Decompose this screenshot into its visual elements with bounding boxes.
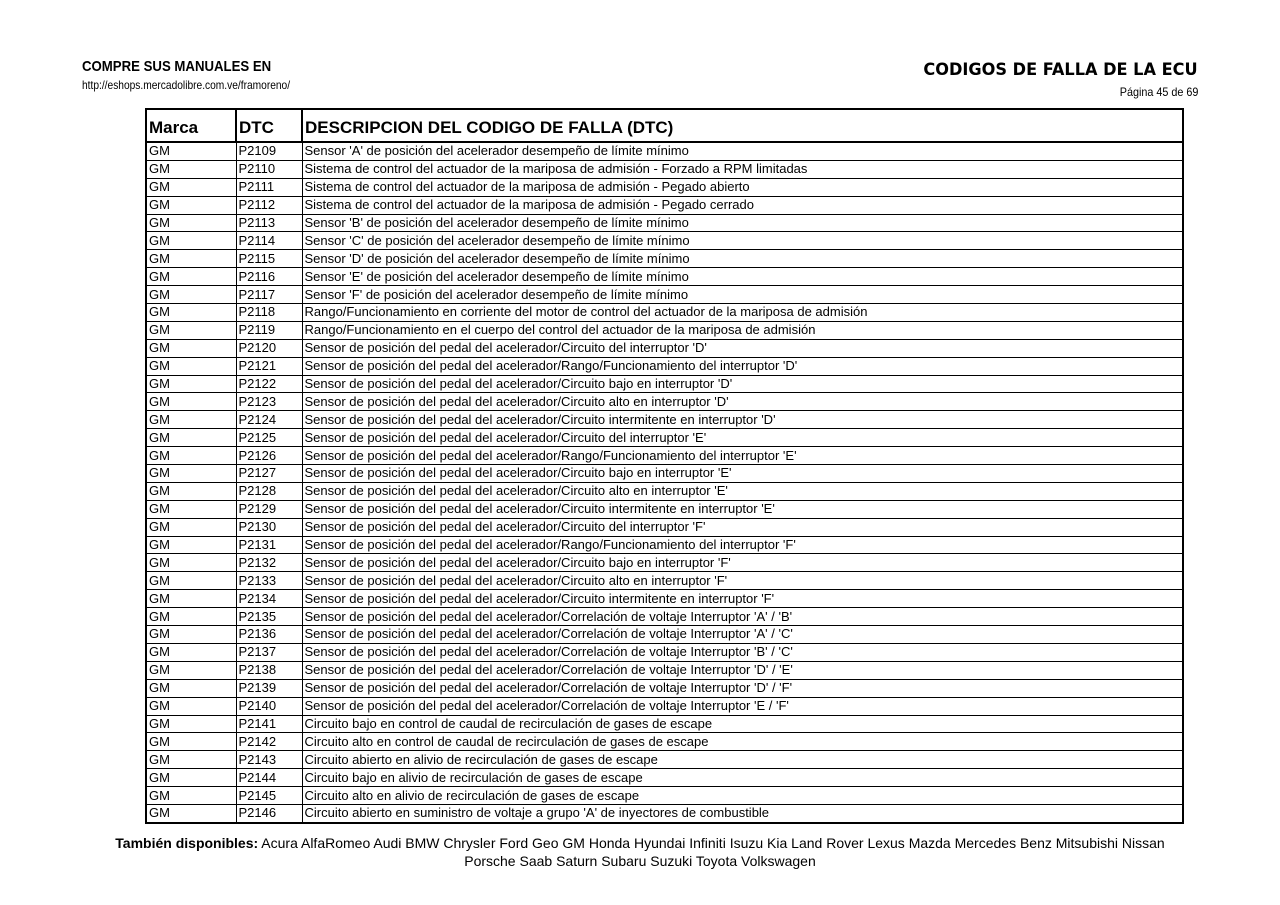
- dtc-cell: P2115: [236, 250, 302, 268]
- page-number: Página 45 de 69: [1119, 85, 1198, 99]
- table-row: [146, 751, 1183, 769]
- marca-cell: GM: [146, 268, 236, 286]
- table-row: [146, 661, 1183, 679]
- description-cell: Circuito alto en alivio de recirculación de gases de escape: [302, 787, 1183, 805]
- description-cell: Sistema de control del actuador de la mariposa de admisión - Pegado cerrado: [302, 196, 1183, 214]
- table-header: [146, 109, 1183, 142]
- table-row: [146, 626, 1183, 644]
- marca-cell: GM: [146, 751, 236, 769]
- description-cell: Sensor de posición del pedal del acelerador/Rango/Funcionamiento del interruptor 'E': [302, 447, 1183, 465]
- dtc-cell: P2142: [236, 733, 302, 751]
- marca-cell: GM: [146, 608, 236, 626]
- table-row: [146, 500, 1183, 518]
- description-cell: Sensor 'D' de posición del acelerador desempeño de límite mínimo: [302, 250, 1183, 268]
- marca-cell: GM: [146, 536, 236, 554]
- table-row: [146, 679, 1183, 697]
- description-cell: Sensor de posición del pedal del acelerador/Correlación de voltaje Interruptor 'B' / 'C': [302, 643, 1183, 661]
- marca-cell: GM: [146, 304, 236, 322]
- dtc-cell: P2138: [236, 661, 302, 679]
- table-row: [146, 268, 1183, 286]
- dtc-cell: P2141: [236, 715, 302, 733]
- dtc-cell: P2145: [236, 787, 302, 805]
- dtc-cell: P2119: [236, 321, 302, 339]
- description-cell: Sensor 'E' de posición del acelerador desempeño de límite mínimo: [302, 268, 1183, 286]
- dtc-cell: P2124: [236, 411, 302, 429]
- table-row: [146, 393, 1183, 411]
- marca-cell: GM: [146, 214, 236, 232]
- table-row: [146, 465, 1183, 483]
- marca-cell: GM: [146, 804, 236, 822]
- dtc-cell: P2118: [236, 304, 302, 322]
- marca-cell: GM: [146, 626, 236, 644]
- description-cell: Sensor de posición del pedal del acelerador/Circuito alto en interruptor 'E': [302, 482, 1183, 500]
- table-row: [146, 554, 1183, 572]
- table-row: [146, 160, 1183, 178]
- table-row: [146, 590, 1183, 608]
- table-row: [146, 482, 1183, 500]
- document-title: CODIGOS DE FALLA DE LA ECU: [923, 60, 1198, 80]
- marca-cell: GM: [146, 715, 236, 733]
- dtc-cell: P2116: [236, 268, 302, 286]
- description-cell: Circuito abierto en alivio de recirculación de gases de escape: [302, 751, 1183, 769]
- description-cell: Sensor 'A' de posición del acelerador desempeño de límite mínimo: [302, 142, 1183, 160]
- description-cell: Sensor 'F' de posición del acelerador desempeño de límite mínimo: [302, 286, 1183, 304]
- description-cell: Sensor de posición del pedal del acelerador/Circuito intermitente en interruptor 'D': [302, 411, 1183, 429]
- description-cell: Sensor de posición del pedal del acelerador/Circuito alto en interruptor 'D': [302, 393, 1183, 411]
- description-cell: Sensor de posición del pedal del acelerador/Correlación de voltaje Interruptor 'A' / 'C': [302, 626, 1183, 644]
- table-row: [146, 196, 1183, 214]
- table-row: [146, 357, 1183, 375]
- marca-cell: GM: [146, 447, 236, 465]
- description-cell: Sensor de posición del pedal del acelerador/Correlación de voltaje Interruptor 'A' / 'B': [302, 608, 1183, 626]
- marca-cell: GM: [146, 554, 236, 572]
- dtc-cell: P2114: [236, 232, 302, 250]
- marca-cell: GM: [146, 465, 236, 483]
- description-cell: Sensor de posición del pedal del acelerador/Circuito bajo en interruptor 'E': [302, 465, 1183, 483]
- marca-cell: GM: [146, 661, 236, 679]
- dtc-cell: P2121: [236, 357, 302, 375]
- table-row: [146, 536, 1183, 554]
- marca-cell: GM: [146, 196, 236, 214]
- description-cell: Circuito bajo en control de caudal de recirculación de gases de escape: [302, 715, 1183, 733]
- dtc-cell: P2109: [236, 142, 302, 160]
- col-marca: Marca: [146, 109, 236, 142]
- marca-cell: GM: [146, 482, 236, 500]
- table-row: [146, 715, 1183, 733]
- description-cell: Sensor de posición del pedal del acelerador/Correlación de voltaje Interruptor 'E / 'F': [302, 697, 1183, 715]
- dtc-cell: P2135: [236, 608, 302, 626]
- dtc-cell: P2125: [236, 429, 302, 447]
- description-cell: Circuito alto en control de caudal de recirculación de gases de escape: [302, 733, 1183, 751]
- dtc-cell: P2120: [236, 339, 302, 357]
- dtc-cell: P2143: [236, 751, 302, 769]
- description-cell: Sensor de posición del pedal del acelerador/Rango/Funcionamiento del interruptor 'F': [302, 536, 1183, 554]
- marca-cell: GM: [146, 178, 236, 196]
- table-row: [146, 447, 1183, 465]
- dtc-cell: P2144: [236, 769, 302, 787]
- table-row: [146, 429, 1183, 447]
- description-cell: Sensor de posición del pedal del acelerador/Circuito intermitente en interruptor 'E': [302, 500, 1183, 518]
- dtc-cell: P2123: [236, 393, 302, 411]
- dtc-cell: P2139: [236, 679, 302, 697]
- description-cell: Sensor de posición del pedal del acelerador/Correlación de voltaje Interruptor 'D' / 'E': [302, 661, 1183, 679]
- description-cell: Sensor de posición del pedal del acelerador/Circuito del interruptor 'D': [302, 339, 1183, 357]
- description-cell: Sensor de posición del pedal del acelerador/Circuito intermitente en interruptor 'F': [302, 590, 1183, 608]
- description-cell: Sensor 'C' de posición del acelerador desempeño de límite mínimo: [302, 232, 1183, 250]
- dtc-cell: P2130: [236, 518, 302, 536]
- description-cell: Sensor de posición del pedal del acelerador/Circuito del interruptor 'E': [302, 429, 1183, 447]
- marca-cell: GM: [146, 429, 236, 447]
- marca-cell: GM: [146, 339, 236, 357]
- description-cell: Circuito bajo en alivio de recirculación de gases de escape: [302, 769, 1183, 787]
- footer-brands-2: Porsche Saab Saturn Subaru Suzuki Toyota Volkswagen: [464, 853, 816, 869]
- table-row: [146, 250, 1183, 268]
- marca-cell: GM: [146, 286, 236, 304]
- marca-cell: GM: [146, 375, 236, 393]
- description-cell: Sensor de posición del pedal del acelerador/Circuito del interruptor 'F': [302, 518, 1183, 536]
- footer-line-1: [0, 835, 1280, 851]
- col-dtc: DTC: [236, 109, 302, 142]
- table-row: [146, 697, 1183, 715]
- table-row: [146, 518, 1183, 536]
- dtc-cell: P2110: [236, 160, 302, 178]
- marca-cell: GM: [146, 500, 236, 518]
- dtc-table: [145, 108, 1184, 824]
- col-descripcion: DESCRIPCION DEL CODIGO DE FALLA (DTC): [302, 109, 1183, 142]
- marca-cell: GM: [146, 411, 236, 429]
- table-row: [146, 787, 1183, 805]
- dtc-cell: P2134: [236, 590, 302, 608]
- description-cell: Sistema de control del actuador de la mariposa de admisión - Forzado a RPM limitadas: [302, 160, 1183, 178]
- dtc-cell: P2112: [236, 196, 302, 214]
- dtc-cell: P2140: [236, 697, 302, 715]
- marca-cell: GM: [146, 733, 236, 751]
- table-row: [146, 304, 1183, 322]
- marca-cell: GM: [146, 393, 236, 411]
- marca-cell: GM: [146, 321, 236, 339]
- marca-cell: GM: [146, 697, 236, 715]
- marca-cell: GM: [146, 572, 236, 590]
- table-row: [146, 643, 1183, 661]
- dtc-cell: P2113: [236, 214, 302, 232]
- description-cell: Circuito abierto en suministro de voltaje a grupo 'A' de inyectores de combustible: [302, 804, 1183, 822]
- marca-cell: GM: [146, 160, 236, 178]
- table-row: [146, 286, 1183, 304]
- table-row: [146, 733, 1183, 751]
- description-cell: Rango/Funcionamiento en corriente del motor de control del actuador de la mariposa de admisión: [302, 304, 1183, 322]
- promo-title: COMPRE SUS MANUALES EN: [82, 58, 272, 75]
- dtc-cell: P2126: [236, 447, 302, 465]
- marca-cell: GM: [146, 357, 236, 375]
- marca-cell: GM: [146, 518, 236, 536]
- dtc-cell: P2131: [236, 536, 302, 554]
- description-cell: Sistema de control del actuador de la mariposa de admisión - Pegado abierto: [302, 178, 1183, 196]
- table-row: [146, 232, 1183, 250]
- store-url[interactable]: http://eshops.mercadolibre.com.ve/framoreno/: [82, 78, 291, 92]
- footer-label: También disponibles:: [115, 835, 259, 851]
- table-row: [146, 142, 1183, 160]
- marca-cell: GM: [146, 643, 236, 661]
- marca-cell: GM: [146, 590, 236, 608]
- marca-cell: GM: [146, 679, 236, 697]
- dtc-cell: P2129: [236, 500, 302, 518]
- table-row: [146, 804, 1183, 822]
- table-row: [146, 339, 1183, 357]
- description-cell: Sensor de posición del pedal del acelerador/Circuito bajo en interruptor 'F': [302, 554, 1183, 572]
- table-row: [146, 321, 1183, 339]
- dtc-cell: P2133: [236, 572, 302, 590]
- description-cell: Sensor de posición del pedal del acelerador/Correlación de voltaje Interruptor 'D' / 'F': [302, 679, 1183, 697]
- description-cell: Sensor de posición del pedal del acelerador/Circuito bajo en interruptor 'D': [302, 375, 1183, 393]
- dtc-cell: P2111: [236, 178, 302, 196]
- dtc-cell: P2146: [236, 804, 302, 822]
- description-cell: Sensor 'B' de posición del acelerador desempeño de límite mínimo: [302, 214, 1183, 232]
- table-row: [146, 769, 1183, 787]
- description-cell: Rango/Funcionamiento en el cuerpo del control del actuador de la mariposa de admisión: [302, 321, 1183, 339]
- table-row: [146, 411, 1183, 429]
- footer-brands-1: Acura AlfaRomeo Audi BMW Chrysler Ford Geo GM Honda Hyundai Infiniti Isuzu Kia Land Rover Lexus Mazda Mercedes Benz Mitsubishi Nissan: [258, 835, 1165, 851]
- description-cell: Sensor de posición del pedal del acelerador/Rango/Funcionamiento del interruptor 'D': [302, 357, 1183, 375]
- dtc-cell: P2136: [236, 626, 302, 644]
- dtc-cell: P2132: [236, 554, 302, 572]
- description-cell: Sensor de posición del pedal del acelerador/Circuito alto en interruptor 'F': [302, 572, 1183, 590]
- dtc-cell: P2127: [236, 465, 302, 483]
- dtc-cell: P2128: [236, 482, 302, 500]
- marca-cell: GM: [146, 250, 236, 268]
- marca-cell: GM: [146, 769, 236, 787]
- dtc-cell: P2137: [236, 643, 302, 661]
- table-row: [146, 608, 1183, 626]
- marca-cell: GM: [146, 787, 236, 805]
- table-row: [146, 572, 1183, 590]
- marca-cell: GM: [146, 232, 236, 250]
- table-row: [146, 375, 1183, 393]
- table-row: [146, 178, 1183, 196]
- table-row: [146, 214, 1183, 232]
- dtc-cell: P2122: [236, 375, 302, 393]
- dtc-cell: P2117: [236, 286, 302, 304]
- marca-cell: GM: [146, 142, 236, 160]
